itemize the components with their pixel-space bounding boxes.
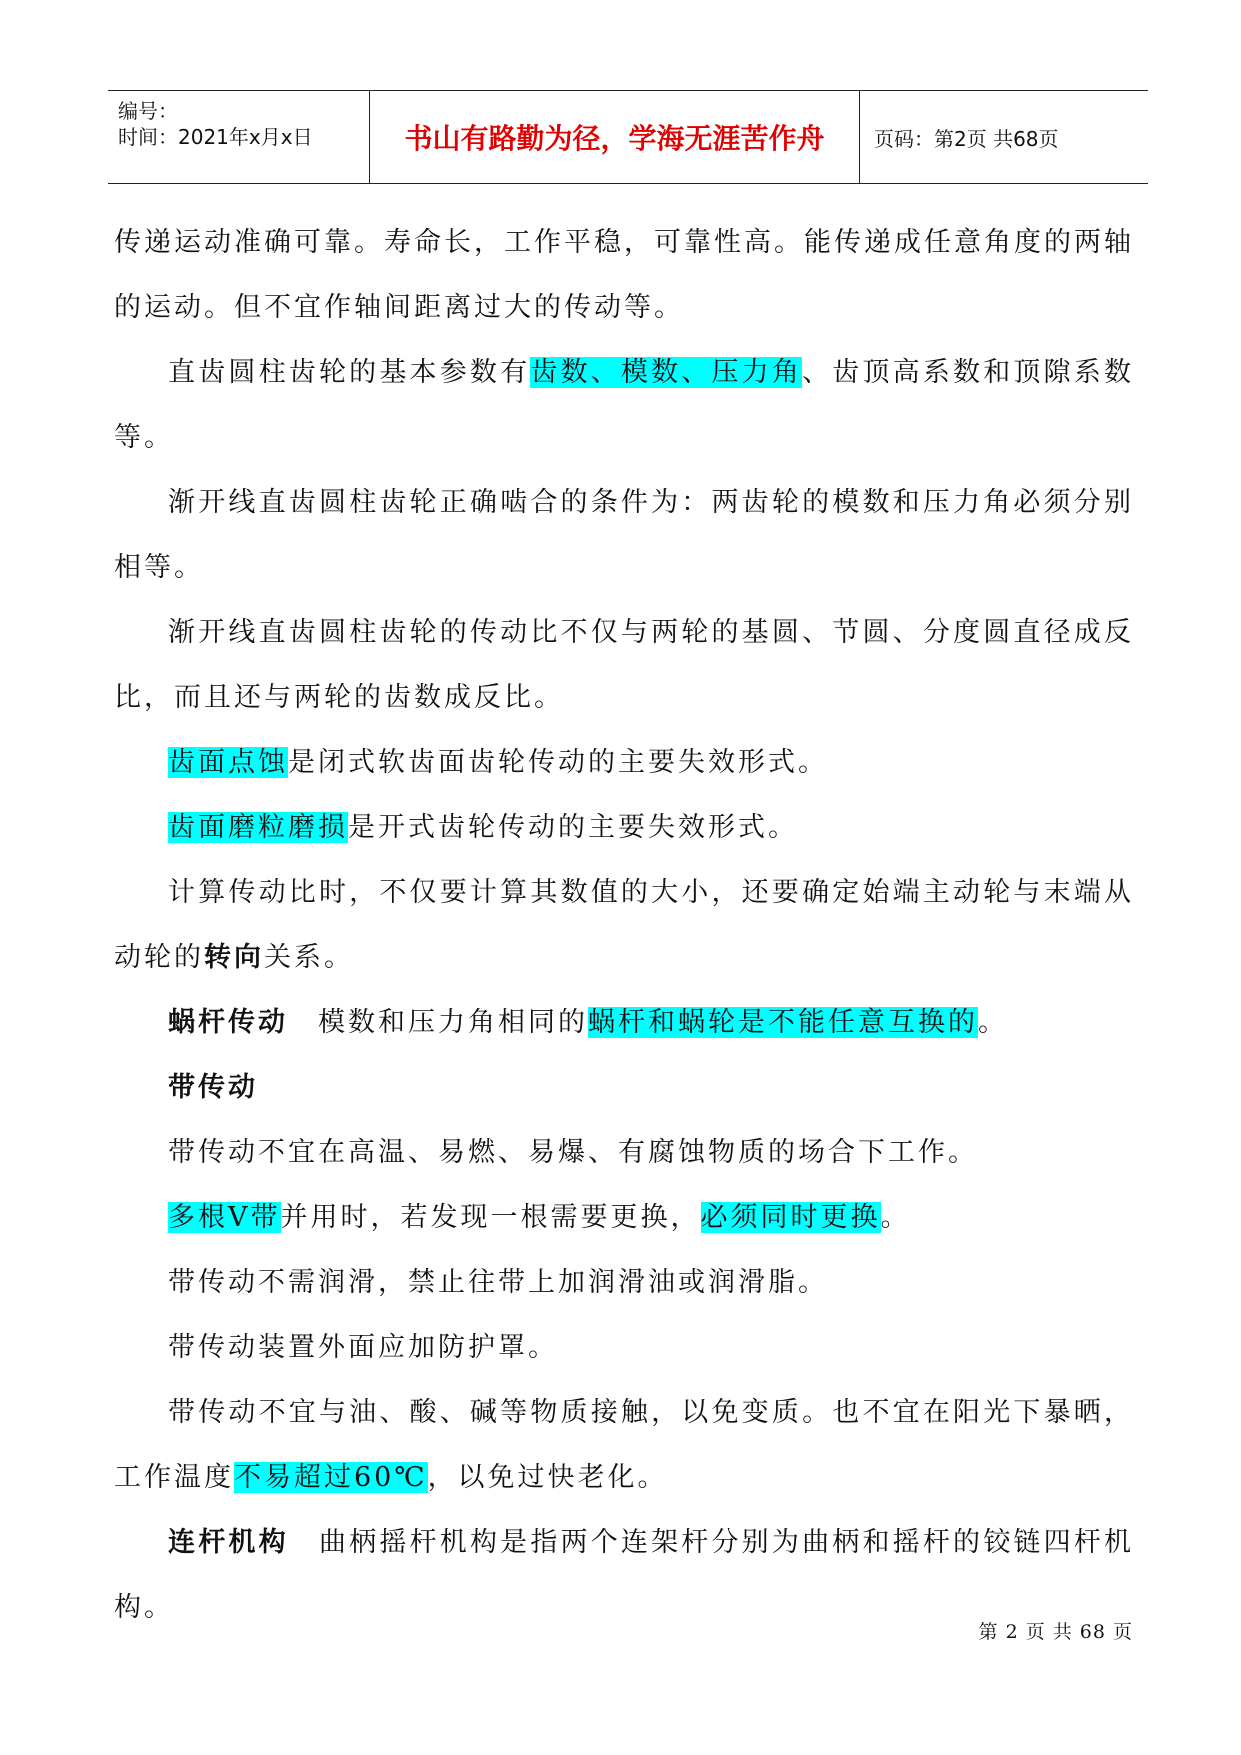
text: 是开式齿轮传动的主要失效形式。	[348, 812, 798, 843]
bold-term: 转向	[204, 942, 264, 973]
paragraph-5	[114, 730, 1134, 795]
paragraph-1: 传递运动准确可靠。寿命长，工作平稳，可靠性高。能传递成任意角度的两轴的运动。但不宜作轴间距离过大的传动等。	[114, 227, 1134, 323]
paragraph-12: 带传动不需润滑，禁止往带上加润滑油或润滑脂。	[168, 1267, 828, 1298]
highlight: 多根V带	[168, 1202, 281, 1233]
highlight: 必须同时更换	[700, 1202, 881, 1233]
text: 并用时，若发现一根需要更换，	[280, 1202, 701, 1233]
text: 。	[880, 1202, 911, 1233]
number-label: 编号：	[118, 99, 178, 123]
text: 。	[978, 1007, 1008, 1038]
paragraph-9	[114, 1055, 1134, 1120]
paragraph-14	[114, 1380, 1134, 1510]
paragraph-4: 渐开线直齿圆柱齿轮的传动比不仅与两轮的基圆、节圆、分度圆直径成反比，而且还与两轮的齿数成反比。	[114, 617, 1134, 713]
text: 曲柄摇杆机构是指两个连架杆分别为曲柄和摇杆的铰链四杆机构。	[114, 1527, 1135, 1623]
page-footer: 第 2 页 共 68 页	[978, 1621, 1133, 1643]
section-title: 带传动	[168, 1072, 258, 1103]
section-title: 连杆机构	[168, 1527, 289, 1558]
highlight: 不易超过60℃	[234, 1462, 428, 1493]
time-label: 时间：2021年x月x日	[118, 125, 313, 149]
text: 模数和压力角相同的	[318, 1007, 588, 1038]
document-body	[114, 210, 1134, 1640]
paragraph-7	[114, 860, 1134, 990]
text: ，以免过快老化。	[427, 1462, 668, 1493]
paragraph-10: 带传动不宜在高温、易燃、易爆、有腐蚀物质的场合下工作。	[168, 1137, 978, 1168]
paragraph-13: 带传动装置外面应加防护罩。	[168, 1332, 558, 1363]
highlight: 齿面磨粒磨损	[168, 812, 348, 843]
paragraph-11	[114, 1185, 1134, 1250]
paragraph-6	[114, 795, 1134, 860]
paragraph-2	[114, 340, 1134, 470]
text: 计算传动比时，不仅要计算其数值的大小，还要确定始端主动轮与末端从动轮的	[114, 877, 1134, 973]
text: 是闭式软齿面齿轮传动的主要失效形式。	[288, 747, 828, 778]
section-title: 蜗杆传动	[168, 1007, 288, 1038]
motto: 书山有路勤为径，学海无涯苦作舟	[370, 91, 860, 183]
highlight: 蜗杆和蜗轮是不能任意互换的	[588, 1007, 978, 1038]
text: 带传动不宜与油、酸、碱等物质接触，以免变质。也不宜在阳光下暴晒，工作温度	[114, 1397, 1134, 1493]
page-header	[108, 90, 1148, 184]
paragraph-8	[114, 990, 1134, 1055]
paragraph-3: 渐开线直齿圆柱齿轮正确啮合的条件为：两齿轮的模数和压力角必须分别相等。	[114, 487, 1134, 583]
header-left-cell	[108, 91, 370, 183]
highlight: 齿数、模数、压力角	[530, 357, 803, 388]
page-label: 页码：第2页 共68页	[874, 126, 1059, 151]
text: 、齿顶高系数和顶隙系数等。	[114, 357, 1135, 453]
text: 关系。	[264, 942, 354, 973]
highlight: 齿面点蚀	[168, 747, 288, 778]
text: 直齿圆柱齿轮的基本参数有	[168, 357, 531, 388]
